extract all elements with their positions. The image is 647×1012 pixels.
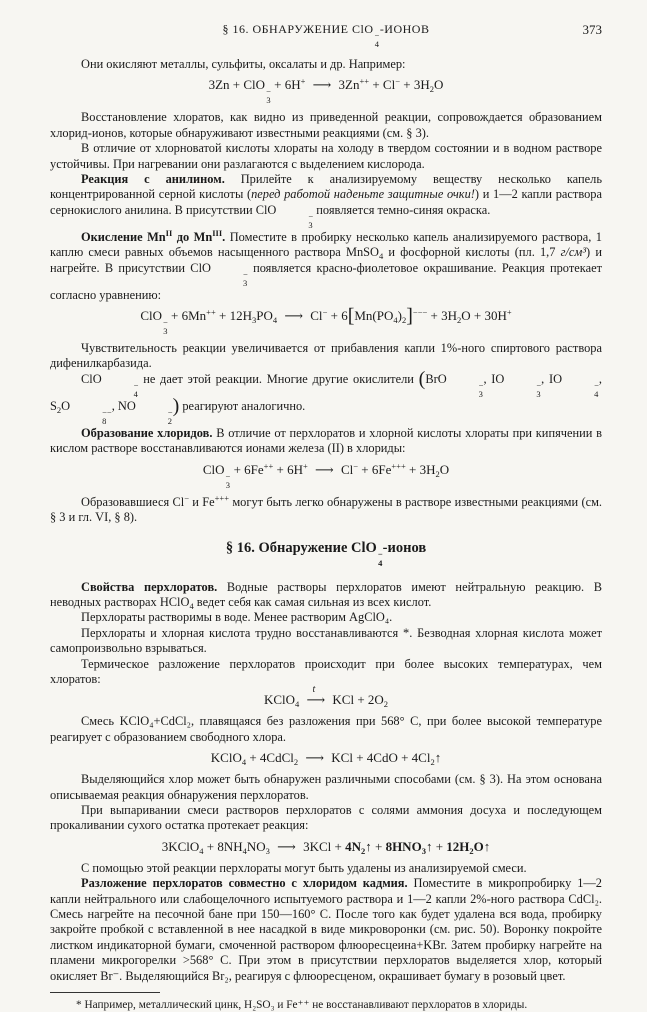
equation-ammonium: 3KClO$_4$ + $8NH_4NO_3$ ⟶ $3KCl + 4N_2↑$ + $8HNO_3↑$ + $12H_2O↑$ (161, 838, 491, 856)
footnote: * Например, металлический цинк, H₂SO₃ и Fe⁺⁺ не восстанавливают перхлоратов в хлориды. (76, 999, 528, 1012)
paragraph: Выделяющийся хлор может быть обнаружен различными способами (см. § 3). На этом основана описываемая реакция обнаружения перхлоратов. (50, 772, 602, 802)
paragraph: В отличие от хлорноватой кислоты хлораты на холоду в твердом состоянии и в водном растворе устойчивы. При нагревании они разлагаются с выделением кислорода. (50, 141, 602, 171)
paragraph: Смесь KClO₄+CdCl₂, плавящаяся без разложения при 568° C, при более высокой температуре реагирует с образованием свободного хлора. (50, 714, 602, 744)
paragraph-perchlorate-props: Свойства перхлоратов. Водные растворы перхлоратов имеют нейтральную реакцию. В неводных растворах HClO$_4$ ведет себя как самая сильная из всех кислот. (50, 579, 603, 611)
footnote-divider (50, 992, 160, 993)
page-number: 373 (582, 22, 602, 37)
paragraph-aniline: Реакция с анилином. Прилейте к анализируемому веществу несколько капель концентрированной серной кислоты (перед работой наденьте защитные очки!) и 1—2 капли раствора сернокислого анилина. В присутствии ClO − 3 появляется темно-синяя окраска. (50, 172, 602, 230)
paragraph: Чувствительность реакции увеличивается от прибавления капли 1%-ного спиртового раствора дифенилкарбазида. (50, 341, 602, 371)
section-heading: § 16. Обнаружение ClO − 4 -ионов (225, 539, 427, 568)
paragraph-manganese: Окисление $Mn^{II}$ до $Mn^{III}$. Поместите в пробирку несколько капель анализируемого раствора, 1 каплю смеси равных объемов насыщенного раствора MnSO$_4$ и фосфорной кислоты (пл. 1,7 г/см³) и нагрейте. В присутствии ClO − 3 появляется красно-фиолетовое окрашивание. Реакция протекает согласно уравнению: (50, 227, 602, 302)
page-body (50, 57, 602, 1012)
paragraph-cadmium-test: Разложение перхлоратов совместно с хлоридом кадмия. Поместите в микропробирку 1—2 капли нейтрального или слабощелочного испытуемого раствора и 1—2 капли 2%-ного раствора CdCl₂. Смесь нагрейте на песочной бане при 150—160° C. После того как будет удалена вся вода, пробирку закройте пробкой с вставленной в нее насадкой в виде микроворонки (см. рис. 50). Воронку покройте листком индикаторной бумаги, смоченной раствором флюоресцеина+KBr. Затем пробирку нагрейте на пламени микрогорелки >568° C. При этом в присутствии перхлоратов выделяется хлор, который окисляет Br⁻. Выделяющийся Br₂, реагируя с флюоресценом, окрашивает бумагу в розовый цвет. (50, 876, 602, 983)
paragraph: Перхлораты растворимы в воде. Менее растворим AgClO₄. (81, 610, 393, 625)
running-header (50, 22, 602, 49)
paragraph-oxidizers: ClO − 4 не дает этой реакции. Многие другие окислители (BrO − 3 , IO − 3 , IO − 4 , $S_2O$ −− 8 , NO − 2 ) реагируют аналогично. (50, 367, 602, 426)
paragraph: Термическое разложение перхлоратов происходит при более высоких температурах, чем хлоратов: (50, 656, 602, 686)
equation-iron: ClO − 3 + 6Fe++ + 6H+ ⟶ $Cl^- + 6Fe^{+++} + 3H_2O$ (202, 460, 450, 490)
equation-manganese: ClO − 3 + $6Mn^{++} + 12H_3PO_4$ ⟶ $Cl^- + 6[Mn(PO_4)_2]^{---} + 3H_2O + 30H^+$ (140, 305, 512, 337)
paragraph: Перхлораты и хлорная кислота трудно восстанавливаются *. Безводная хлорная кислота может самопроизвольно взрываться. (50, 625, 602, 656)
header-title: § 16. ОБНАРУЖЕНИЕ ClO − 4 -ИОНОВ (222, 22, 430, 49)
paragraph-chlorides: Образование хлоридов. В отличие от перхлоратов и хлорной кислоты хлораты при кипячении в кислом растворе восстанавливаются ионами железа (II) в хлориды: (50, 425, 603, 456)
paragraph: Восстановление хлоратов, как видно из приведенной реакции, сопровождается образованием хлорид-ионов, которые обнаруживают известными реакциями (см. § 3). (50, 110, 602, 140)
equation-zn-chlorate: 3Zn + ClO − 3 + 6H+ ⟶ $3Zn^{++} + Cl^- + 3H_2O$ (208, 76, 444, 106)
equation-cadmium: KClO$_4$ + 4CdCl$_2$ ⟶ KCl + $4CdO + 4Cl_2↑$ (210, 750, 442, 768)
equation-thermal: KClO$_4$ ⟶ t KCl + $2O_2$ (263, 684, 389, 710)
paragraph: Они окисляют металлы, сульфиты, оксалаты и др. Например: (81, 57, 406, 71)
paragraph: При выпаривании смеси растворов перхлоратов с солями аммония досуха и последующем прокаливании сухого остатка протекает реакция: (50, 802, 602, 833)
paragraph: Образовавшиеся Cl− и Fe+++ могут быть легко обнаружены в растворе известными реакциями (см. § 3 и гл. VI, § 8). (50, 492, 603, 525)
paragraph: С помощью этой реакции перхлораты могут быть удалены из анализируемой смеси. (81, 860, 527, 875)
